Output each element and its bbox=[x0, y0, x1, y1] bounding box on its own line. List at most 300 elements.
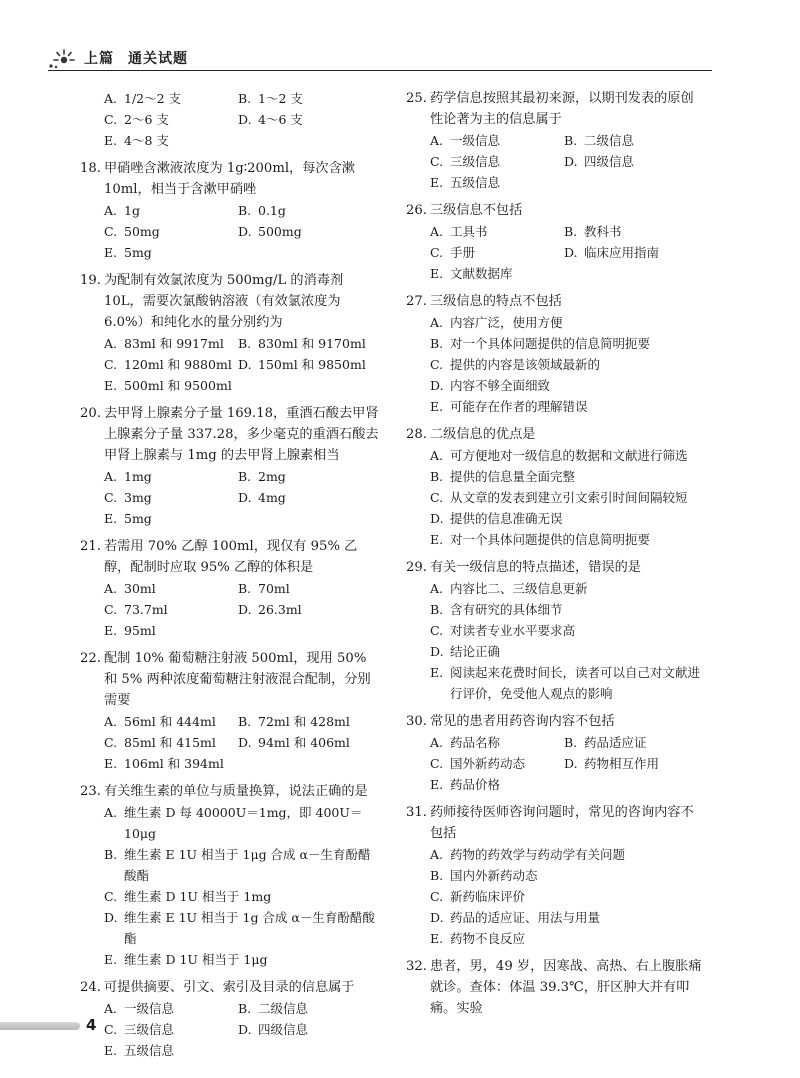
option-label: A. bbox=[104, 805, 118, 820]
option-text: 56ml 和 444ml bbox=[124, 714, 216, 729]
option-text: 二级信息 bbox=[258, 1001, 309, 1016]
option-list bbox=[406, 732, 706, 795]
page-header bbox=[48, 44, 712, 72]
question-item bbox=[406, 200, 706, 284]
option-text: 4～8 支 bbox=[124, 133, 169, 148]
answer-option bbox=[238, 109, 404, 130]
question-number: 32. bbox=[406, 959, 427, 974]
answer-option bbox=[104, 109, 238, 130]
option-list bbox=[406, 578, 706, 704]
option-text: 500ml 和 9500ml bbox=[124, 378, 232, 393]
answer-option bbox=[238, 1019, 404, 1040]
option-text: 一级信息 bbox=[450, 133, 501, 148]
answer-option bbox=[430, 753, 564, 774]
option-label: D. bbox=[238, 602, 252, 617]
option-label: B. bbox=[564, 735, 578, 750]
option-label: C. bbox=[430, 889, 444, 904]
question-text: 去甲肾上腺素分子量 169.18，重酒石酸去甲肾上腺素分子量 337.28，多少毫克的重酒石酸去甲肾上腺素与 1mg 的去甲肾上腺素相当 bbox=[104, 406, 379, 463]
answer-option bbox=[430, 865, 706, 886]
answer-option bbox=[104, 242, 238, 263]
option-label: E. bbox=[104, 511, 118, 526]
question-item bbox=[80, 158, 380, 263]
header-title bbox=[84, 48, 202, 68]
option-label: E. bbox=[104, 623, 118, 638]
option-label: B. bbox=[238, 714, 252, 729]
option-text: 提供的信息量全面完整 bbox=[450, 469, 576, 484]
option-text: 500mg bbox=[258, 224, 302, 239]
option-label: B. bbox=[564, 133, 578, 148]
question-number: 27. bbox=[406, 294, 427, 309]
option-text: 五级信息 bbox=[450, 175, 501, 190]
option-label: C. bbox=[104, 490, 118, 505]
option-label: A. bbox=[104, 714, 118, 729]
answer-option bbox=[430, 130, 564, 151]
option-text: 内容比二、三级信息更新 bbox=[450, 581, 588, 596]
sunburst-logo-icon bbox=[48, 46, 76, 70]
option-text: 维生素 E 1U 相当于 1μg 合成 α－生育酚醋酸酯 bbox=[124, 847, 371, 883]
answer-option bbox=[430, 529, 706, 550]
option-list bbox=[80, 578, 380, 641]
question-item bbox=[80, 88, 380, 151]
option-list bbox=[406, 312, 706, 417]
answer-option bbox=[430, 333, 706, 354]
option-text: 工具书 bbox=[450, 224, 488, 239]
option-list bbox=[406, 844, 706, 949]
answer-option bbox=[104, 620, 238, 641]
answer-option bbox=[430, 354, 706, 375]
answer-option bbox=[430, 445, 706, 466]
option-text: 150ml 和 9850ml bbox=[258, 357, 366, 372]
option-label: D. bbox=[104, 910, 118, 925]
option-label: D. bbox=[238, 735, 252, 750]
option-text: 药品价格 bbox=[450, 777, 501, 792]
option-label: B. bbox=[104, 847, 118, 862]
answer-option bbox=[104, 221, 238, 242]
option-label: D. bbox=[430, 511, 444, 526]
answer-option bbox=[430, 599, 706, 620]
option-label: D. bbox=[238, 490, 252, 505]
answer-option bbox=[564, 221, 730, 242]
answer-option bbox=[238, 578, 404, 599]
answer-option bbox=[104, 508, 238, 529]
question-number: 25. bbox=[406, 91, 427, 106]
option-label: B. bbox=[238, 1001, 252, 1016]
answer-option bbox=[564, 151, 730, 172]
option-text: 五级信息 bbox=[124, 1043, 175, 1058]
question-text: 常见的患者用药咨询内容不包括 bbox=[430, 714, 615, 729]
answer-option bbox=[430, 172, 564, 193]
option-text: 含有研究的具体细节 bbox=[450, 602, 563, 617]
question-item bbox=[406, 88, 706, 193]
question-text: 三级信息不包括 bbox=[430, 203, 523, 218]
question-stem bbox=[80, 781, 380, 802]
option-label: E. bbox=[104, 756, 118, 771]
option-text: 3mg bbox=[124, 490, 152, 505]
question-stem bbox=[406, 956, 706, 1019]
answer-option bbox=[430, 620, 706, 641]
header-section-title: 通关试题 bbox=[128, 51, 188, 67]
option-label: C. bbox=[430, 623, 444, 638]
answer-option bbox=[104, 802, 380, 844]
option-label: B. bbox=[564, 224, 578, 239]
question-item bbox=[406, 711, 706, 795]
option-label: E. bbox=[104, 952, 118, 967]
answer-option bbox=[104, 487, 238, 508]
question-stem bbox=[406, 291, 706, 312]
option-label: A. bbox=[430, 315, 444, 330]
question-stem bbox=[406, 711, 706, 732]
question-item bbox=[80, 403, 380, 529]
option-text: 85ml 和 415ml bbox=[124, 735, 216, 750]
option-label: D. bbox=[238, 224, 252, 239]
option-text: 4～6 支 bbox=[258, 112, 303, 127]
question-number: 26. bbox=[406, 203, 427, 218]
option-label: D. bbox=[430, 644, 444, 659]
question-item bbox=[80, 781, 380, 970]
option-label: E. bbox=[430, 931, 444, 946]
option-text: 三级信息 bbox=[124, 1022, 175, 1037]
option-text: 药物相互作用 bbox=[584, 756, 660, 771]
answer-option bbox=[430, 151, 564, 172]
option-label: D. bbox=[430, 378, 444, 393]
option-label: B. bbox=[430, 868, 444, 883]
question-item bbox=[406, 802, 706, 949]
option-label: A. bbox=[104, 203, 118, 218]
answer-option bbox=[104, 130, 238, 151]
option-text: 阅读起来花费时间长，读者可以自己对文献进行评价，免受他人观点的影响 bbox=[450, 665, 701, 701]
option-text: 对读者专业水平要求高 bbox=[450, 623, 576, 638]
answer-option bbox=[104, 732, 238, 753]
question-stem bbox=[80, 536, 380, 578]
answer-option bbox=[430, 466, 706, 487]
answer-option bbox=[564, 242, 730, 263]
option-text: 文献数据库 bbox=[450, 266, 513, 281]
option-text: 1g bbox=[124, 203, 140, 218]
option-list bbox=[406, 130, 706, 193]
option-label: E. bbox=[104, 245, 118, 260]
question-item bbox=[406, 557, 706, 704]
option-label: C. bbox=[430, 490, 444, 505]
option-label: E. bbox=[104, 378, 118, 393]
option-text: 94ml 和 406ml bbox=[258, 735, 350, 750]
answer-option bbox=[430, 641, 706, 662]
option-text: 2mg bbox=[258, 469, 286, 484]
question-stem bbox=[406, 802, 706, 844]
answer-option bbox=[238, 998, 404, 1019]
option-text: 教科书 bbox=[584, 224, 622, 239]
question-number: 20. bbox=[80, 406, 101, 421]
option-label: C. bbox=[430, 756, 444, 771]
answer-option bbox=[430, 907, 706, 928]
option-label: B. bbox=[238, 581, 252, 596]
option-label: A. bbox=[430, 735, 444, 750]
question-stem bbox=[80, 158, 380, 200]
question-number: 22. bbox=[80, 651, 101, 666]
option-label: E. bbox=[104, 133, 118, 148]
answer-option bbox=[104, 1040, 238, 1061]
option-label: E. bbox=[430, 665, 444, 680]
question-text: 三级信息的特点不包括 bbox=[430, 294, 562, 309]
option-text: 可方便地对一级信息的数据和文献进行筛选 bbox=[450, 448, 688, 463]
answer-option bbox=[238, 711, 404, 732]
question-number: 18. bbox=[80, 161, 101, 176]
question-number: 28. bbox=[406, 427, 427, 442]
question-stem bbox=[80, 403, 380, 466]
option-label: D. bbox=[564, 756, 578, 771]
option-text: 4mg bbox=[258, 490, 286, 505]
option-label: D. bbox=[564, 245, 578, 260]
answer-option bbox=[104, 711, 238, 732]
option-label: A. bbox=[430, 847, 444, 862]
answer-option bbox=[430, 886, 706, 907]
option-label: E. bbox=[430, 175, 444, 190]
answer-option bbox=[564, 732, 730, 753]
option-label: C. bbox=[430, 357, 444, 372]
answer-option bbox=[430, 487, 706, 508]
answer-option bbox=[104, 333, 238, 354]
option-label: C. bbox=[104, 1022, 118, 1037]
option-text: 72ml 和 428ml bbox=[258, 714, 350, 729]
question-text: 若需用 70% 乙醇 100ml，现仅有 95% 乙醇，配制时应取 95% 乙醇的体积是 bbox=[104, 539, 358, 575]
option-text: 830ml 和 9170ml bbox=[258, 336, 366, 351]
option-text: 维生素 E 1U 相当于 1g 合成 α－生育酚醋酸酯 bbox=[124, 910, 375, 946]
option-label: A. bbox=[430, 133, 444, 148]
question-number: 24. bbox=[80, 980, 101, 995]
option-label: D. bbox=[430, 910, 444, 925]
option-label: A. bbox=[430, 224, 444, 239]
question-stem bbox=[406, 424, 706, 445]
option-text: 50mg bbox=[124, 224, 160, 239]
option-text: 对一个具体问题提供的信息简明扼要 bbox=[450, 532, 651, 547]
option-label: C. bbox=[104, 357, 118, 372]
answer-option bbox=[430, 263, 564, 284]
option-label: A. bbox=[104, 336, 118, 351]
option-text: 三级信息 bbox=[450, 154, 501, 169]
option-text: 内容广泛，使用方便 bbox=[450, 315, 563, 330]
option-text: 药品的适应证、用法与用量 bbox=[450, 910, 601, 925]
option-text: 维生素 D 1U 相当于 1mg bbox=[124, 889, 272, 904]
option-text: 70ml bbox=[258, 581, 290, 596]
option-text: 83ml 和 9917ml bbox=[124, 336, 224, 351]
option-label: B. bbox=[430, 336, 444, 351]
option-text: 药品名称 bbox=[450, 735, 501, 750]
question-text: 二级信息的优点是 bbox=[430, 427, 536, 442]
option-text: 维生素 D 每 40000U＝1mg，即 400U＝10μg bbox=[124, 805, 363, 841]
option-text: 1～2 支 bbox=[258, 91, 303, 106]
left-column bbox=[80, 88, 380, 1068]
answer-option bbox=[104, 907, 380, 949]
answer-option bbox=[238, 487, 404, 508]
option-text: 95ml bbox=[124, 623, 156, 638]
question-stem bbox=[406, 88, 706, 130]
option-list bbox=[80, 333, 380, 396]
answer-option bbox=[104, 949, 380, 970]
answer-option bbox=[104, 375, 238, 396]
option-text: 药品适应证 bbox=[584, 735, 647, 750]
page-number: 4 bbox=[86, 1016, 97, 1034]
option-text: 26.3ml bbox=[258, 602, 302, 617]
option-list bbox=[80, 466, 380, 529]
option-text: 106ml 和 394ml bbox=[124, 756, 224, 771]
option-label: C. bbox=[430, 154, 444, 169]
answer-option bbox=[430, 242, 564, 263]
option-text: 2～6 支 bbox=[124, 112, 169, 127]
option-text: 内容不够全面细致 bbox=[450, 378, 551, 393]
option-label: A. bbox=[430, 581, 444, 596]
answer-option bbox=[104, 998, 238, 1019]
answer-option bbox=[430, 928, 706, 949]
option-text: 30ml bbox=[124, 581, 156, 596]
option-text: 手册 bbox=[450, 245, 476, 260]
option-label: E. bbox=[430, 777, 444, 792]
question-text: 为配制有效氯浓度为 500mg/L 的消毒剂 10L，需要次氯酸钠溶液（有效氯浓度为 6.0%）和纯化水的量分别约为 bbox=[104, 273, 344, 330]
question-number: 30. bbox=[406, 714, 427, 729]
answer-option bbox=[238, 732, 404, 753]
question-item bbox=[80, 536, 380, 641]
answer-option bbox=[430, 662, 706, 704]
question-number: 23. bbox=[80, 784, 101, 799]
option-label: C. bbox=[104, 735, 118, 750]
answer-option bbox=[238, 88, 404, 109]
option-text: 0.1g bbox=[258, 203, 286, 218]
option-list bbox=[80, 802, 380, 970]
answer-option bbox=[564, 753, 730, 774]
answer-option bbox=[430, 732, 564, 753]
answer-option bbox=[238, 466, 404, 487]
option-text: 药物不良反应 bbox=[450, 931, 526, 946]
option-label: A. bbox=[104, 469, 118, 484]
option-list bbox=[80, 88, 380, 151]
answer-option bbox=[104, 599, 238, 620]
option-list bbox=[80, 998, 380, 1061]
option-text: 四级信息 bbox=[258, 1022, 309, 1037]
option-text: 1mg bbox=[124, 469, 152, 484]
answer-option bbox=[430, 312, 706, 333]
option-text: 二级信息 bbox=[584, 133, 635, 148]
option-list bbox=[406, 221, 706, 284]
option-text: 73.7ml bbox=[124, 602, 168, 617]
option-list bbox=[80, 711, 380, 774]
option-label: C. bbox=[104, 224, 118, 239]
option-label: D. bbox=[564, 154, 578, 169]
answer-option bbox=[430, 375, 706, 396]
option-label: A. bbox=[430, 448, 444, 463]
right-column bbox=[406, 88, 706, 1026]
option-list bbox=[80, 200, 380, 263]
question-text: 药学信息按照其最初来源，以期刊发表的原创性论著为主的信息属于 bbox=[430, 91, 694, 127]
option-label: D. bbox=[238, 357, 252, 372]
question-number: 31. bbox=[406, 805, 427, 820]
option-text: 国内外新药动态 bbox=[450, 868, 538, 883]
answer-option bbox=[104, 886, 380, 907]
answer-option bbox=[238, 333, 404, 354]
option-label: D. bbox=[238, 1022, 252, 1037]
question-stem bbox=[80, 977, 380, 998]
question-item bbox=[406, 424, 706, 550]
answer-option bbox=[430, 508, 706, 529]
answer-option bbox=[238, 354, 404, 375]
question-text: 配制 10% 葡萄糖注射液 500ml，现用 50% 和 5% 两种浓度葡萄糖注射液混合配制，分别需要 bbox=[104, 651, 371, 708]
question-stem bbox=[80, 270, 380, 333]
question-stem bbox=[80, 648, 380, 711]
answer-option bbox=[104, 844, 380, 886]
answer-option bbox=[430, 578, 706, 599]
option-label: B. bbox=[238, 91, 252, 106]
option-text: 从文章的发表到建立引文索引时间间隔较短 bbox=[450, 490, 688, 505]
option-label: B. bbox=[238, 469, 252, 484]
answer-option bbox=[104, 466, 238, 487]
option-label: B. bbox=[430, 602, 444, 617]
option-text: 可能存在作者的理解错误 bbox=[450, 399, 588, 414]
answer-option bbox=[430, 844, 706, 865]
header-part: 上篇 bbox=[84, 51, 114, 67]
answer-option bbox=[238, 200, 404, 221]
option-label: D. bbox=[238, 112, 252, 127]
question-stem bbox=[406, 200, 706, 221]
footer-bar bbox=[0, 1022, 80, 1030]
option-text: 1/2～2 支 bbox=[124, 91, 182, 106]
question-text: 甲硝唑含漱液浓度为 1g∶200ml，每次含漱 10ml，相当于含漱甲硝唑 bbox=[104, 161, 355, 197]
question-number: 19. bbox=[80, 273, 101, 288]
option-label: C. bbox=[104, 889, 118, 904]
option-text: 药物的药效学与药动学有关问题 bbox=[450, 847, 626, 862]
option-text: 对一个具体问题提供的信息简明扼要 bbox=[450, 336, 651, 351]
option-label: A. bbox=[104, 581, 118, 596]
question-stem bbox=[406, 557, 706, 578]
option-text: 120ml 和 9880ml bbox=[124, 357, 232, 372]
option-label: E. bbox=[104, 1043, 118, 1058]
question-text: 药师接待医师咨询问题时，常见的咨询内容不包括 bbox=[430, 805, 694, 841]
option-label: A. bbox=[104, 91, 118, 106]
question-item bbox=[80, 648, 380, 774]
question-item bbox=[80, 977, 380, 1061]
answer-option bbox=[238, 599, 404, 620]
option-text: 新药临床评价 bbox=[450, 889, 526, 904]
question-item bbox=[406, 956, 706, 1019]
option-label: B. bbox=[238, 203, 252, 218]
option-label: E. bbox=[430, 532, 444, 547]
answer-option bbox=[104, 354, 238, 375]
option-label: E. bbox=[430, 266, 444, 281]
question-text: 患者，男，49 岁，因寒战、高热、右上腹胀痛就诊。查体：体温 39.3℃，肝区肿大并有叩痛。实验 bbox=[430, 959, 702, 1016]
option-label: A. bbox=[104, 1001, 118, 1016]
option-list bbox=[406, 445, 706, 550]
answer-option bbox=[104, 200, 238, 221]
option-text: 临床应用指南 bbox=[584, 245, 660, 260]
option-text: 四级信息 bbox=[584, 154, 635, 169]
answer-option bbox=[430, 221, 564, 242]
answer-option bbox=[104, 578, 238, 599]
answer-option bbox=[430, 774, 564, 795]
header-divider bbox=[48, 70, 712, 71]
option-text: 提供的信息准确无误 bbox=[450, 511, 563, 526]
option-label: C. bbox=[104, 112, 118, 127]
option-text: 5mg bbox=[124, 245, 152, 260]
question-text: 有关维生素的单位与质量换算，说法正确的是 bbox=[104, 784, 368, 799]
question-item bbox=[406, 291, 706, 417]
answer-option bbox=[238, 221, 404, 242]
option-text: 5mg bbox=[124, 511, 152, 526]
option-text: 一级信息 bbox=[124, 1001, 175, 1016]
option-text: 维生素 D 1U 相当于 1μg bbox=[124, 952, 268, 967]
answer-option bbox=[430, 396, 706, 417]
option-text: 国外新药动态 bbox=[450, 756, 526, 771]
option-label: E. bbox=[430, 399, 444, 414]
answer-option bbox=[104, 88, 238, 109]
option-text: 结论正确 bbox=[450, 644, 501, 659]
question-item bbox=[80, 270, 380, 396]
question-text: 可提供摘要、引文、索引及目录的信息属于 bbox=[104, 980, 355, 995]
